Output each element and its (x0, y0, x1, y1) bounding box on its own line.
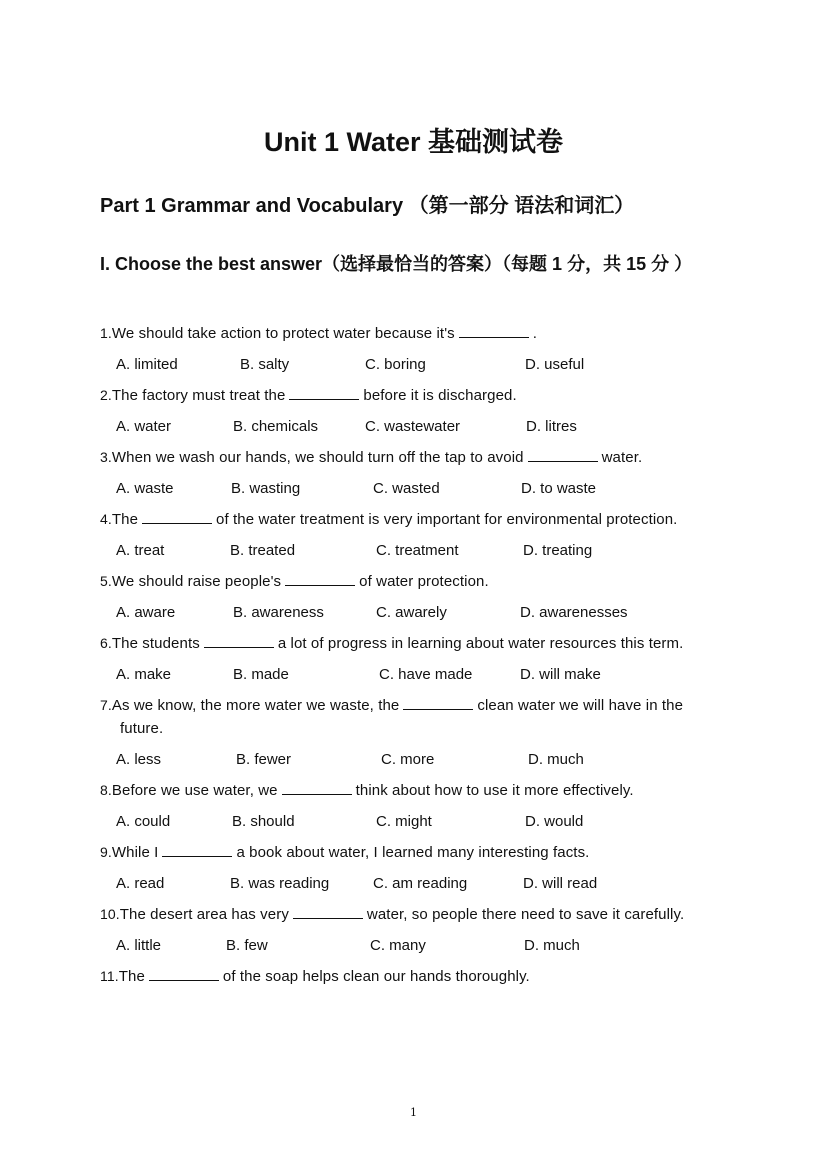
option-c[interactable]: C. treatment (376, 542, 459, 559)
option-c[interactable]: C. more (381, 751, 435, 768)
question-text-before: As we know, the more water we waste, the (111, 697, 400, 714)
answer-blank (204, 632, 274, 648)
option-c[interactable]: C. boring (365, 356, 426, 373)
answer-options (100, 872, 730, 895)
answer-options (100, 415, 730, 438)
option-c[interactable]: C. wastewater (365, 418, 461, 435)
question-list (100, 322, 730, 988)
answer-blank (285, 570, 355, 586)
question-stem (100, 694, 730, 740)
question-text-after: of the water treatment is very important for environmental protection. (216, 511, 678, 528)
question-text-after: a lot of progress in learning about water resources this term. (277, 635, 684, 652)
answer-blank (162, 841, 232, 857)
option-d[interactable]: D. treating (523, 542, 593, 559)
question-number: 5. (100, 573, 112, 589)
question-text-before: The desert area has very (119, 906, 289, 923)
question-text-after: of the soap helps clean our hands thoroughly. (222, 968, 530, 985)
option-d[interactable]: D. much (524, 937, 580, 954)
answer-blank (459, 322, 529, 338)
option-d[interactable]: D. will make (520, 666, 601, 683)
answer-blank (282, 779, 352, 795)
option-a[interactable]: A. aware (116, 604, 176, 621)
question-stem (100, 384, 730, 407)
question-text-before: The factory must treat the (111, 387, 286, 404)
answer-blank (149, 965, 219, 981)
question-number: 10. (100, 906, 120, 922)
question-text-after: think about how to use it more effectively. (355, 782, 634, 799)
question-stem (100, 779, 730, 802)
question-item (100, 322, 730, 376)
question-number: 2. (100, 387, 112, 403)
option-b[interactable]: B. fewer (236, 751, 292, 768)
question-text-before: We should raise people's (111, 573, 282, 590)
question-number: 11. (100, 968, 119, 984)
question-item (100, 903, 730, 957)
question-text-before: Before we use water, we (111, 782, 278, 799)
option-b[interactable]: B. chemicals (233, 418, 319, 435)
question-item (100, 694, 730, 771)
answer-options (100, 663, 730, 686)
question-number: 3. (100, 449, 112, 465)
option-a[interactable]: A. little (116, 937, 162, 954)
option-d[interactable]: D. much (528, 751, 584, 768)
question-stem (100, 632, 730, 655)
page-number: 1 (410, 1106, 417, 1119)
option-b[interactable]: B. should (232, 813, 295, 830)
question-item (100, 632, 730, 686)
question-text-before: The (111, 511, 139, 528)
answer-options (100, 539, 730, 562)
question-text-after: . (532, 325, 538, 342)
option-a[interactable]: A. waste (116, 480, 174, 497)
option-c[interactable]: C. wasted (373, 480, 440, 497)
question-text-after: water, so people there need to save it carefully. (366, 906, 685, 923)
question-text-before: While I (111, 844, 159, 861)
question-stem (100, 446, 730, 469)
question-stem (100, 508, 730, 531)
question-number: 7. (100, 697, 112, 713)
question-text-after: water. (601, 449, 643, 466)
answer-blank (289, 384, 359, 400)
question-text-before: We should take action to protect water because it's (111, 325, 455, 342)
option-a[interactable]: A. treat (116, 542, 165, 559)
option-d[interactable]: D. useful (525, 356, 585, 373)
question-number: 8. (100, 782, 112, 798)
question-text-before: When we wash our hands, we should turn off the tap to avoid (111, 449, 524, 466)
page-title: Unit 1 Water 基础测试卷 (263, 127, 564, 157)
question-item (100, 841, 730, 895)
answer-options (100, 748, 730, 771)
question-text-after: before it is discharged. (363, 387, 517, 404)
option-a[interactable]: A. water (116, 418, 172, 435)
option-d[interactable]: D. will read (523, 875, 598, 892)
answer-blank (142, 508, 212, 524)
question-stem (100, 903, 730, 926)
option-d[interactable]: D. to waste (521, 480, 597, 497)
option-c[interactable]: C. might (376, 813, 432, 830)
question-text-before: The (118, 968, 145, 985)
part-heading: Part 1 Grammar and Vocabulary （第一部分 语法和词汇） (100, 195, 635, 217)
option-b[interactable]: B. made (233, 666, 289, 683)
answer-options (100, 477, 730, 500)
question-item (100, 779, 730, 833)
question-text-after: clean water we will have in the future. (120, 697, 684, 737)
question-number: 1. (100, 325, 112, 341)
answer-blank (528, 446, 598, 462)
option-d[interactable]: D. awarenesses (520, 604, 628, 621)
option-a[interactable]: A. make (116, 666, 172, 683)
question-text-after: a book about water, I learned many interesting facts. (236, 844, 590, 861)
option-c[interactable]: C. have made (379, 666, 473, 683)
option-b[interactable]: B. awareness (233, 604, 324, 621)
option-b[interactable]: B. few (226, 937, 268, 954)
answer-options (100, 601, 730, 624)
option-b[interactable]: B. was reading (230, 875, 330, 892)
question-number: 9. (100, 844, 112, 860)
question-item (100, 570, 730, 624)
option-a[interactable]: A. could (116, 813, 171, 830)
question-stem (100, 570, 730, 593)
option-b[interactable]: B. treated (230, 542, 296, 559)
option-a[interactable]: A. read (116, 875, 165, 892)
question-text-after: of water protection. (359, 573, 489, 590)
answer-blank (403, 694, 473, 710)
option-a[interactable]: A. limited (116, 356, 178, 373)
option-d[interactable]: D. litres (526, 418, 577, 435)
answer-options (100, 934, 730, 957)
option-c[interactable]: C. awarely (376, 604, 447, 621)
option-c[interactable]: C. am reading (373, 875, 468, 892)
question-stem (100, 322, 730, 345)
answer-options (100, 353, 730, 376)
option-d[interactable]: D. would (525, 813, 584, 830)
question-stem (100, 965, 730, 988)
option-a[interactable]: A. less (116, 751, 162, 768)
option-b[interactable]: B. salty (240, 356, 290, 373)
question-stem (100, 841, 730, 864)
question-number: 4. (100, 511, 112, 527)
option-b[interactable]: B. wasting (231, 480, 301, 497)
option-c[interactable]: C. many (370, 937, 426, 954)
question-item (100, 965, 730, 988)
section-heading: I. Choose the best answer（选择最恰当的答案）（每题 1 分，共 15 分 ） (100, 254, 693, 274)
question-item (100, 508, 730, 562)
question-item (100, 446, 730, 500)
question-number: 6. (100, 635, 112, 651)
question-text-before: The students (111, 635, 200, 652)
question-item (100, 384, 730, 438)
answer-blank (293, 903, 363, 919)
answer-options (100, 810, 730, 833)
